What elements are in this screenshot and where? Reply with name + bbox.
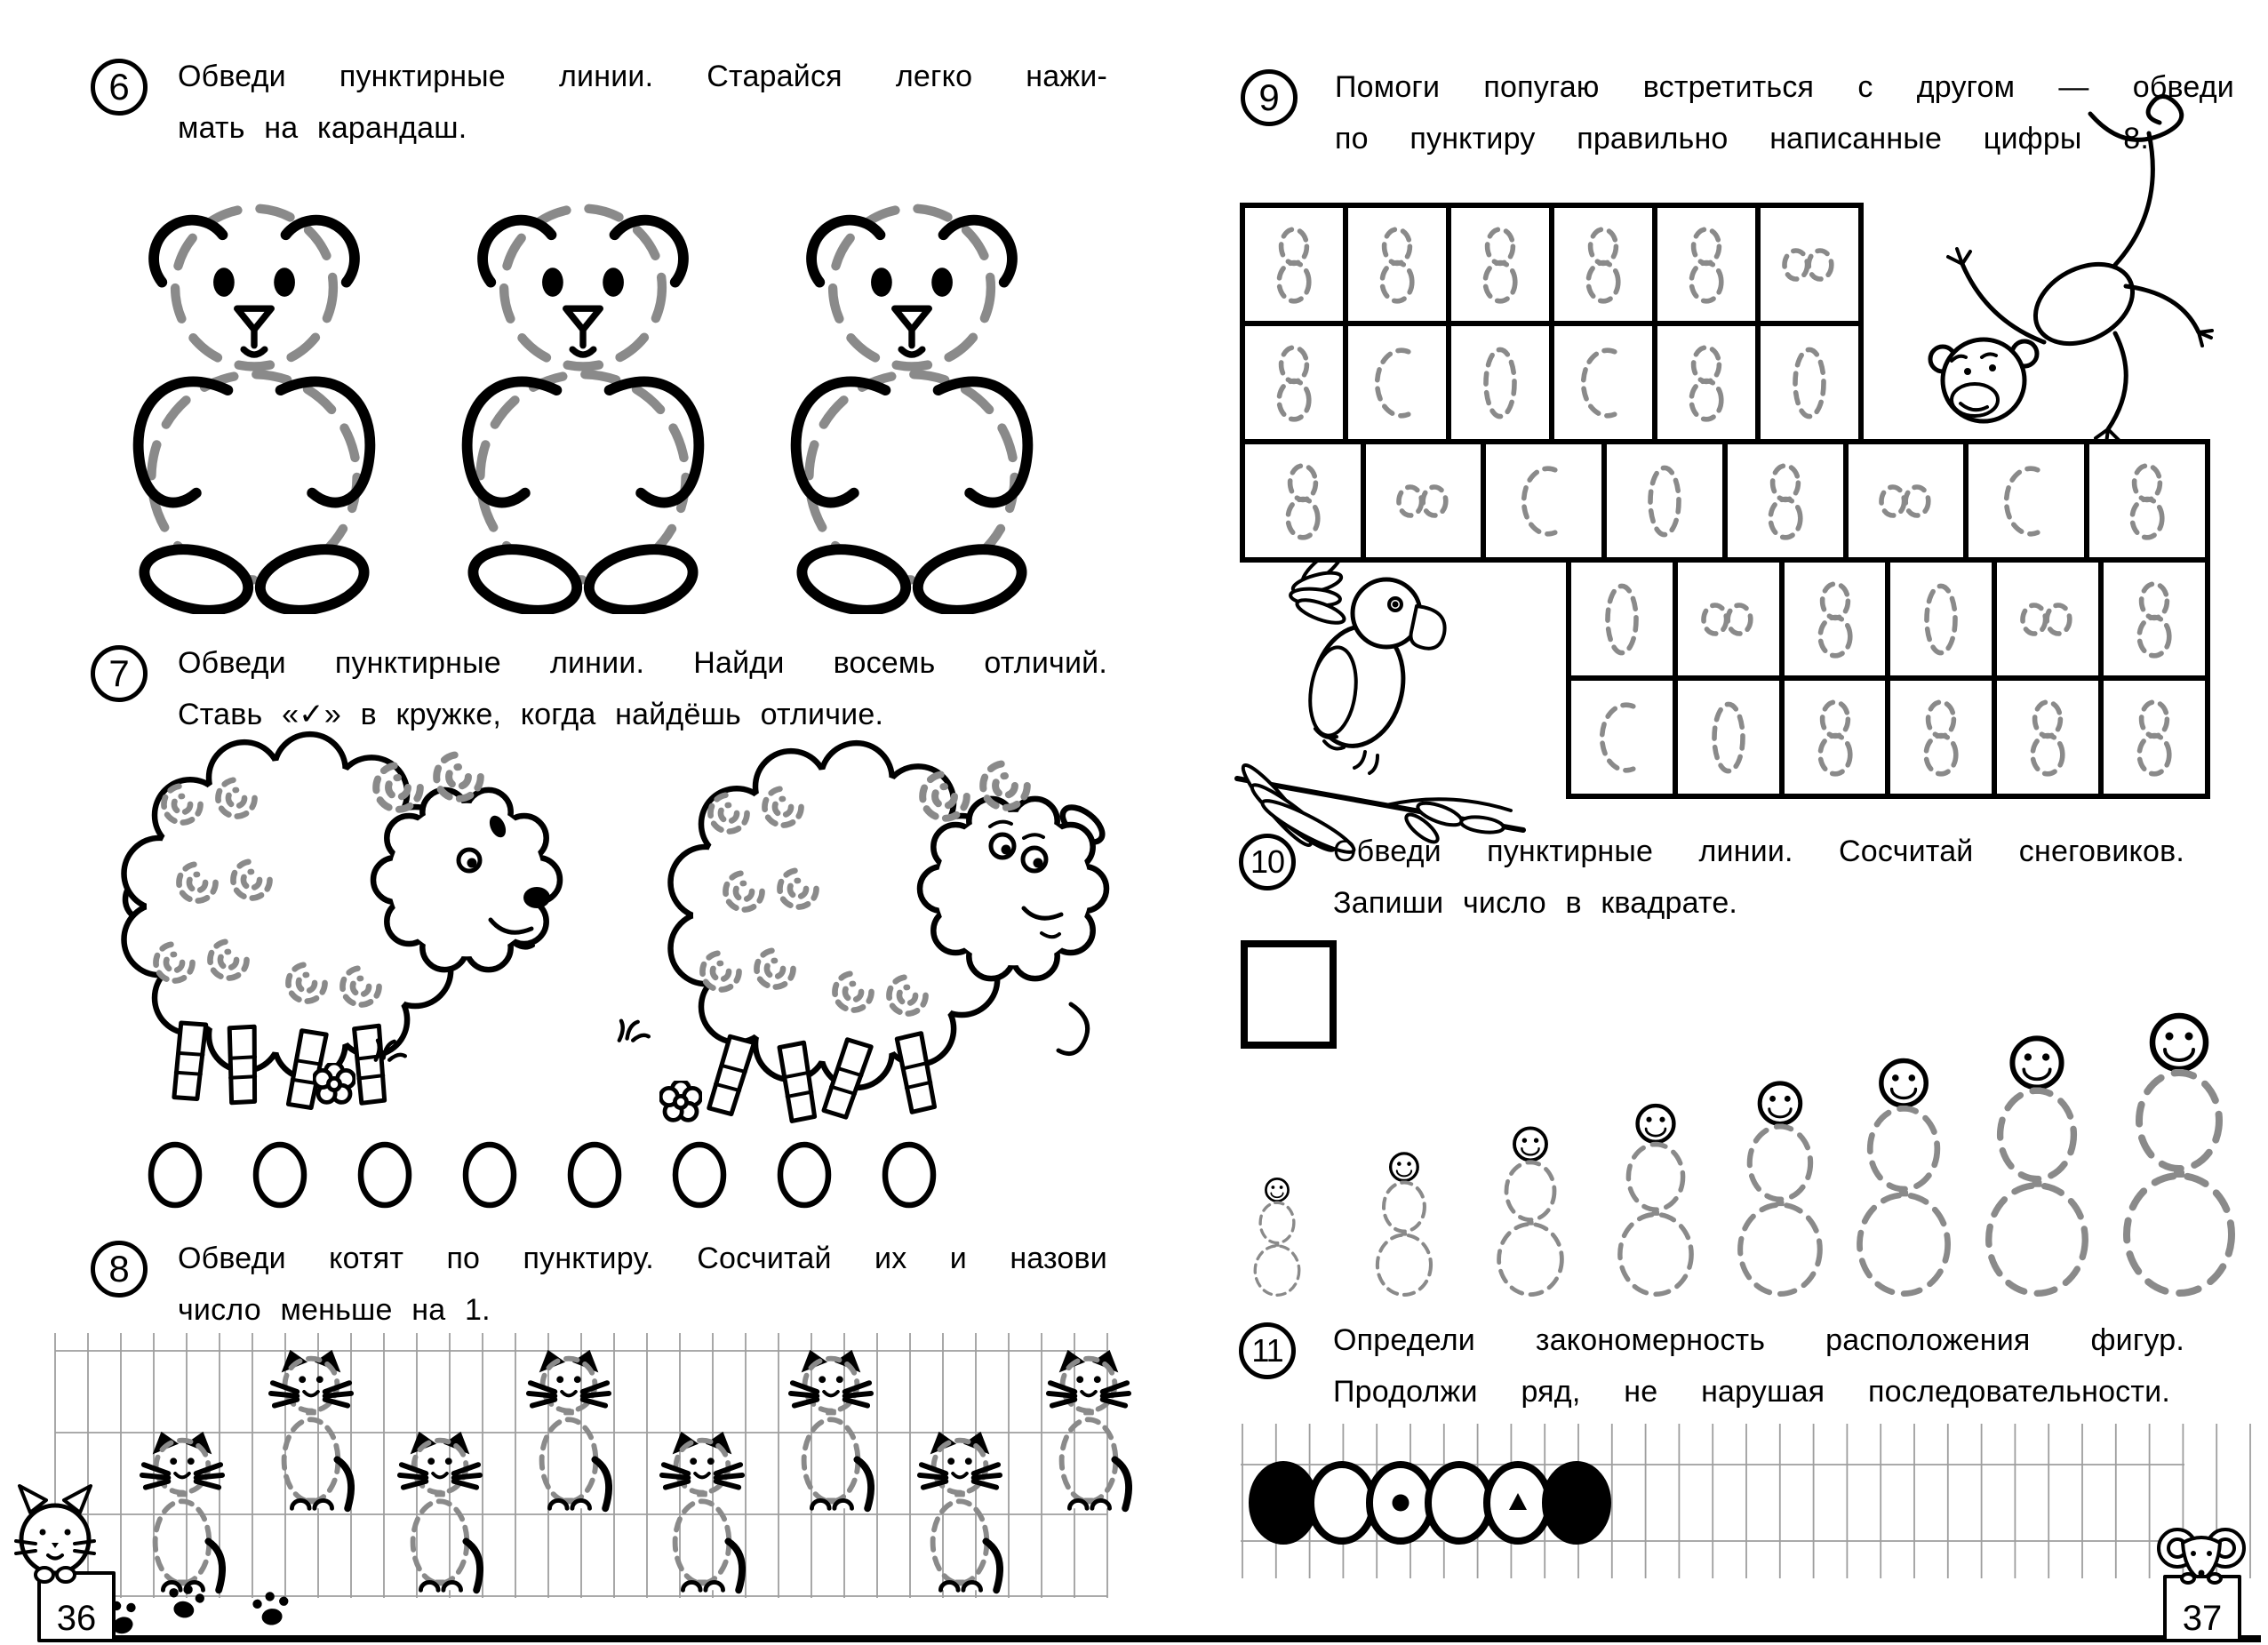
task9-line2: по пунктиру правильно написанные цифры 8. (1335, 122, 2149, 156)
digit-cell-8[interactable] (1240, 203, 1348, 326)
pattern-circle-empty[interactable] (1311, 1465, 1373, 1541)
digit-cell-8[interactable] (1652, 203, 1761, 326)
page-number-left: 36 (56, 1599, 97, 1638)
kitten-outline[interactable] (920, 1432, 1000, 1590)
digit-cell-8[interactable] (1722, 439, 1849, 563)
digit-cell-8[interactable] (2084, 439, 2210, 563)
digit-cell-8[interactable] (1240, 321, 1348, 444)
digit-cell-0[interactable] (1885, 557, 1997, 681)
task10-line2: Запиши число в квадрате. (1333, 886, 1738, 920)
digit-cell-8[interactable] (1992, 675, 2104, 799)
kitten-outline[interactable] (400, 1432, 480, 1590)
digit-cell-oo[interactable] (1843, 439, 1969, 563)
parrot-icon (1236, 525, 1523, 859)
snowman-outline[interactable] (1499, 1128, 1562, 1294)
digit-cell-0[interactable] (1755, 321, 1864, 444)
mouse-icon (2159, 1529, 2244, 1580)
difference-check-circle[interactable] (780, 1145, 828, 1205)
cat-paw-right (57, 1568, 75, 1582)
snowman-outline[interactable] (1989, 1038, 2086, 1293)
difference-check-circle[interactable] (256, 1145, 304, 1205)
snowman-outline[interactable] (1620, 1106, 1691, 1294)
pattern-circle-filled[interactable] (1545, 1465, 1608, 1541)
pattern-circle-empty[interactable] (1428, 1465, 1490, 1541)
digit-cell-oo[interactable] (1992, 557, 2104, 681)
snowman-outline[interactable] (2127, 1016, 2232, 1293)
digit-cell-8[interactable] (1652, 321, 1761, 444)
kitten-outline[interactable] (662, 1432, 742, 1590)
difference-check-circle[interactable] (885, 1145, 933, 1205)
pattern-sequence-row (1252, 1465, 1608, 1541)
digit-cell-C[interactable] (1343, 321, 1451, 444)
digit-cell-8[interactable] (2098, 557, 2210, 681)
sheep-pair (124, 734, 1109, 1121)
task11-line2: Продолжи ряд, не нарушая последовательности. (1333, 1375, 2170, 1409)
task7-line1: Обведи пунктирные линии. Найди восемь отличий. (178, 646, 1107, 680)
digit-cell-oo[interactable] (1361, 439, 1487, 563)
task-number: 9 (1258, 76, 1280, 118)
difference-check-circle[interactable] (675, 1145, 723, 1205)
digit-cell-8[interactable] (1885, 675, 1997, 799)
digit-cell-0[interactable] (1601, 439, 1728, 563)
task-badge-7 (91, 645, 148, 702)
kitten-outline[interactable] (529, 1350, 609, 1508)
difference-check-circle[interactable] (571, 1145, 619, 1205)
mouse-paw-left (2182, 1574, 2194, 1583)
task6-line1: Обведи пунктирные линии. Старайся легко нажи- (178, 60, 1107, 93)
digit-cell-8[interactable] (1779, 557, 1891, 681)
task6-line2: мать на карандаш. (178, 111, 467, 145)
teddy-bears (139, 209, 1028, 619)
answer-box[interactable] (1241, 940, 1337, 1049)
snowman-outline[interactable] (1740, 1083, 1820, 1294)
task7-line2: Ставь «✓» в кружке, когда найдёшь отличие. (178, 698, 884, 731)
teddy-bear-outline[interactable] (796, 209, 1028, 619)
snowman-outline[interactable] (1255, 1178, 1299, 1295)
kittens-row (142, 1350, 1129, 1590)
task-number: 8 (108, 1248, 130, 1290)
digit-cell-oo[interactable] (1673, 557, 1785, 681)
task10-line1: Обведи пунктирные линии. Сосчитай снеговиков. (1333, 834, 2184, 868)
teddy-bear-outline[interactable] (467, 209, 699, 619)
digit-cell-8[interactable] (1549, 203, 1657, 326)
page-number-right: 37 (2182, 1599, 2223, 1638)
snowman-outline[interactable] (1378, 1154, 1431, 1295)
task-number: 7 (108, 652, 130, 694)
task-number: 11 (1251, 1332, 1283, 1369)
digit-cell-C[interactable] (1566, 675, 1678, 799)
task-number: 6 (108, 66, 130, 108)
task8-line2: число меньше на 1. (178, 1293, 491, 1327)
mouse-paw-right (2208, 1574, 2221, 1583)
digit-cell-8[interactable] (1779, 675, 1891, 799)
task-badge-11 (1239, 1322, 1296, 1379)
digit-cell-C[interactable] (1549, 321, 1657, 444)
task-badge-8 (91, 1241, 148, 1298)
difference-check-circle[interactable] (151, 1145, 199, 1205)
pattern-circle-filled[interactable] (1252, 1465, 1314, 1541)
task-badge-9 (1241, 69, 1298, 126)
difference-check-circle[interactable] (361, 1145, 409, 1205)
digit-cell-8[interactable] (1343, 203, 1451, 326)
task9-line1: Помоги попугаю встретиться с другом — обведи (1335, 70, 2234, 104)
difference-check-circle[interactable] (466, 1145, 514, 1205)
digit-cell-C[interactable] (1963, 439, 2089, 563)
snowman-outline[interactable] (1859, 1061, 1947, 1294)
task-badge-10 (1239, 834, 1296, 890)
kitten-outline[interactable] (791, 1350, 871, 1508)
cat-paw-left (36, 1568, 53, 1582)
task-number: 10 (1250, 843, 1285, 880)
digit-cell-8[interactable] (1240, 439, 1366, 563)
task8-line1: Обведи котят по пунктиру. Сосчитай их и назови (178, 1242, 1107, 1275)
digit-cell-C[interactable] (1481, 439, 1607, 563)
digit-cell-8[interactable] (2098, 675, 2210, 799)
digit-cell-0[interactable] (1673, 675, 1785, 799)
task-badge-6 (91, 59, 148, 116)
sheep-left-drawing[interactable] (124, 734, 561, 1108)
snowmen-row (1255, 1016, 2232, 1295)
teddy-bear-outline[interactable] (139, 209, 371, 619)
digit-cell-8[interactable] (1446, 203, 1554, 326)
task11-line1: Определи закономерность расположения фигур. (1333, 1323, 2184, 1357)
kitten-outline[interactable] (271, 1350, 351, 1508)
difference-check-circles (151, 1145, 933, 1205)
digit-cell-0[interactable] (1446, 321, 1554, 444)
kitten-outline[interactable] (1049, 1350, 1129, 1508)
digit-cell-0[interactable] (1566, 557, 1678, 681)
sheep-right-drawing[interactable] (671, 743, 1109, 1121)
digit-cell-oo[interactable] (1755, 203, 1864, 326)
